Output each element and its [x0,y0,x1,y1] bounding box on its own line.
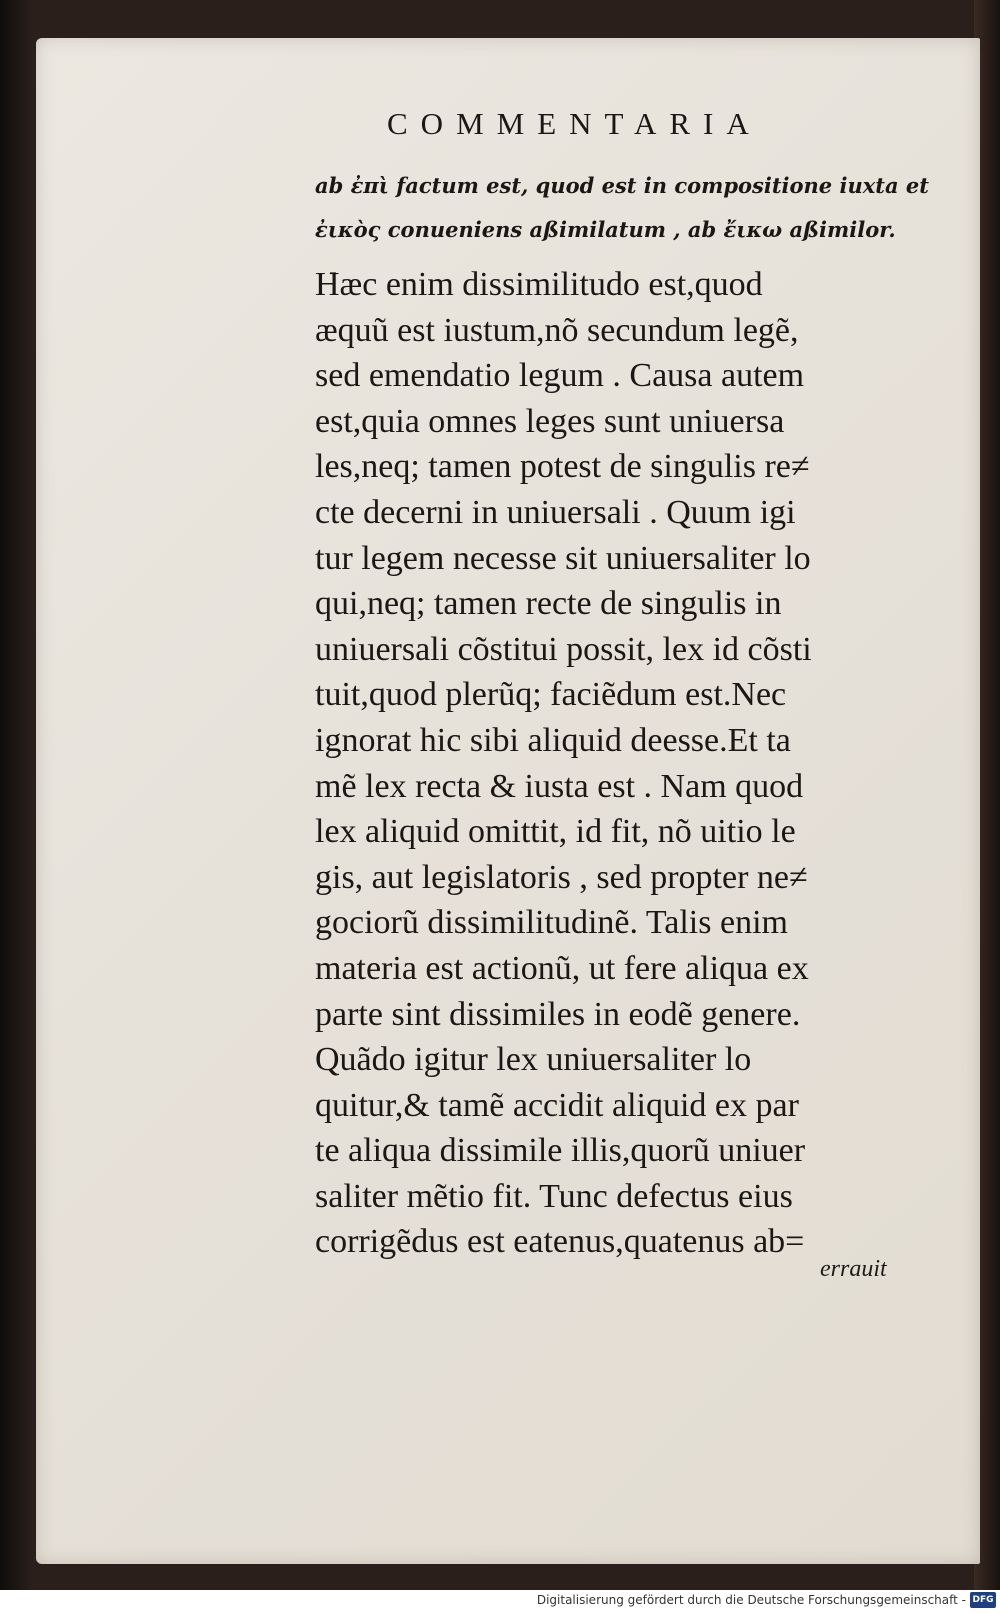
body-text [315,262,935,1265]
body-line: te aliqua dissimile illis,quorũ uniuer [315,1132,806,1170]
side-note-line: ab ἐπὶ factum est, quod est in compositione iuxta et [315,173,929,198]
body-line: tuit,quod plerũq; faciẽdum est.Nec [315,676,787,714]
body-line: corrigẽdus est eatenus,quatenus ab= [315,1223,805,1261]
body-line: ignorat hic sibi aliquid deesse.Et ta [315,721,791,759]
body-line: parte sint dissimiles in eodẽ genere. [315,995,801,1033]
digitization-footer [0,1590,1000,1613]
body-line: quitur,& tamẽ accidit aliquid ex par [315,1086,799,1124]
body-line: mẽ lex recta & iusta est . Nam quod [315,767,804,805]
book-edge-left [0,0,34,1590]
body-line: æquũ est iustum,nõ secundum legẽ, [315,311,799,349]
body-line: qui,neq; tamen recte de singulis in [315,585,782,623]
body-line: sed emendatio legum . Causa autem [315,357,805,395]
running-head: COMMENTARIA [387,106,762,141]
body-line: Hæc enim dissimilitudo est,quod [315,266,763,303]
catchword: errauit [820,1256,887,1282]
body-line: gociorũ dissimilitudinẽ. Talis enim [315,904,788,942]
body-line: est,quia omnes leges sunt uniuersa [315,402,785,440]
body-line: cte decerni in uniuersali . Quum igi [315,493,796,531]
body-line: materia est actionũ, ut fere aliqua ex [315,949,809,987]
dfg-logo-icon: DFG [970,1592,996,1608]
body-line: saliter mẽtio fit. Tunc defectus eius [315,1177,793,1215]
body-line: Quãdo igitur lex uniuersaliter lo [315,1041,752,1079]
body-line: les,neq; tamen potest de singulis re≠ [315,448,810,486]
page-text-block [315,104,935,1265]
body-line: gis, aut legislatoris , sed propter ne≠ [315,858,808,896]
side-notes [315,164,935,252]
body-line: tur legem necesse sit uniuersaliter lo [315,539,811,577]
body-line: lex aliquid omittit, id fit, nõ uitio le [315,813,796,851]
footer-credit-text: Digitalisierung gefördert durch die Deutsche Forschungsgemeinschaft - [536,1593,966,1607]
body-line: uniuersali cõstitui possit, lex id cõsti [315,630,812,668]
side-note-line: ἐικὸς conueniens aßimilatum , ab ἔικω aßimilor. [315,217,896,242]
